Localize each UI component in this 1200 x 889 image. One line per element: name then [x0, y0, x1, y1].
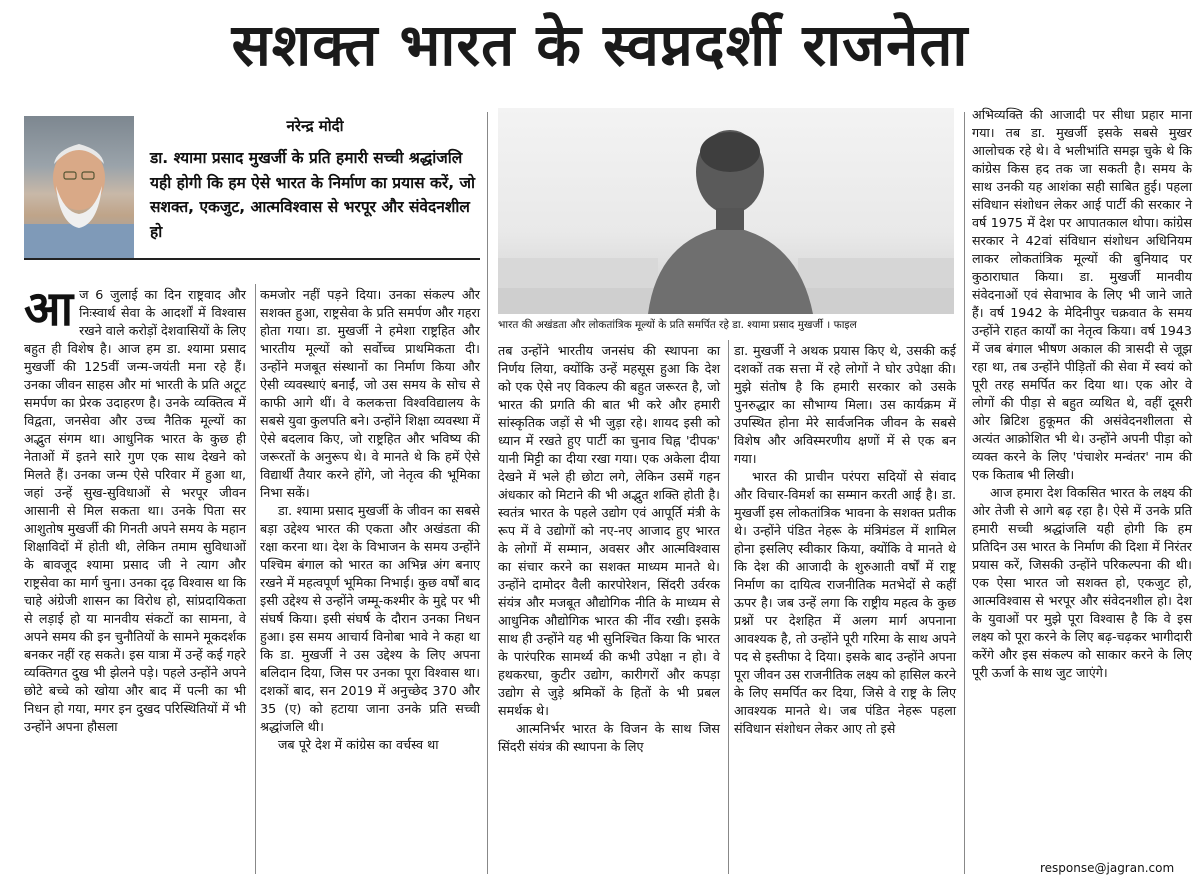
article-column-4	[734, 342, 956, 738]
article-paragraph: भारत की प्राचीन परंपरा सदियों से संवाद और विचार-विमर्श का सम्मान करती आई है। डा. मुखर्जी इस लोकतांत्रिक भावना के सशक्त प्रतीक थे। उन्होंने पंडित नेहरू के मंत्रिमंडल में शामिल होना इसलिए स्वीकार किया, क्योंकि वे मानते थे कि देश की आजादी के शुरुआती वर्षों में राष्ट्र निर्माण का दायित्व राजनीतिक मतभेदों से कहीं ऊपर है। जब उन्हें लगा कि राष्ट्रीय महत्व के कुछ प्रश्नों पर देशहित में अलग मार्ग अपनाना आवश्यक है, तो उन्होंने पूरी गरिमा के साथ अपने पद से इस्तीफा दे दिया। इसके बाद उन्होंने अपना पूरा जीवन उस राजनीतिक लक्ष्य को हासिल करने के लिए समर्पित कर दिया, जिसे वे राष्ट्र के लिए आवश्यक मानते थे। जब पंडित नेहरू पहला संविधान संशोधन लेकर आए तो इसे	[734, 469, 956, 736]
author-photo	[24, 116, 134, 258]
article-paragraph: अभिव्यक्ति की आजादी पर सीधा प्रहार माना गया। तब डा. मुखर्जी इसके सबसे मुखर आलोचक रहे थे। वे भलीभांति समझ चुके थे कि कांग्रेस किस हद तक जा सकती है। समय के साथ उनकी यह आशंका सही साबित हुई। पहला संविधान संशोधन लेकर आई पार्टी की सरकार ने वर्ष 1975 में देश पर आपातकाल थोपा। कांग्रेस सरकार ने 42वां संविधान संशोधन अधिनियम लाकर लोकतांत्रिक मूल्यों की बुनियाद पर कुठाराघात किया। डा. मुखर्जी मानवीय संवेदनाओं एवं सेवाभाव के लिए भी जाने जाते हैं। वर्ष 1942 के मेदिनीपुर चक्रवात के समय उन्होंने राहत कार्यों का नेतृत्व किया। वर्ष 1943 में जब बंगाल भीषण अकाल की त्रासदी से जूझ रहा था, तब उन्होंने पीड़ितों की सेवा में स्वयं को पूरी तरह समर्पित कर दिया था। एक ओर वे लोगों की पीड़ा से बहुत व्यथित थे, वहीं दूसरी ओर ब्रिटिश हुकूमत की असंवेदनशीलता से अत्यंत आक्रोशित भी थे। उन्होंने अपनी पीड़ा को व्यक्त करने के लिए 'पंचाशेर मन्वंतर' नाम की एक किताब भी लिखी।	[972, 107, 1192, 482]
article-paragraph: डा. श्यामा प्रसाद मुखर्जी के जीवन का सबसे बड़ा उद्देश्य भारत की एकता और अखंडता की रक्षा करना था। देश के विभाजन के समय उन्होंने पश्चिम बंगाल को भारत का अभिन्न अंग बनाए रखने में महत्वपूर्ण भूमिका निभाई। कुछ वर्षों बाद इसी उद्देश्य से उन्होंने जम्मू-कश्मीर के मुद्दे पर भी संघर्ष किया। इसी संघर्ष के दौरान उनका निधन हुआ। इस समय आचार्य विनोबा भावे ने कहा था कि डा. मुखर्जी ने उस उद्देश्य के लिए अपना बलिदान दिया, जिस पर उनका पूरा विश्वास था। दशकों बाद, सन 2019 में अनुच्छेद 370 और 35 (ए) को हटाया जाना उनके प्रति सच्ची श्रद्धांजलि थी।	[260, 503, 480, 734]
article-paragraph	[24, 281, 246, 736]
article-paragraph: कमजोर नहीं पड़ने दिया। उनका संकल्प और सशक्त हुआ, राष्ट्रसेवा के प्रति समर्पण और गहरा होता गया। डा. मुखर्जी ने हमेशा राष्ट्रहित और भारतीय मूल्यों को सर्वोच्च प्राथमिकता दी। उन्होंने मजबूत संस्थानों का निर्माण किया और ऐसी व्यवस्थाएं बनाईं, जो उस समय के सोच से काफी आगे थीं। वे कलकत्ता विश्वविद्यालय के सबसे युवा कुलपति बने। उन्होंने शिक्षा व्यवस्था में ऐसे बदलाव किए, जो राष्ट्रहित और भविष्य की जरूरतों के अनुरूप थे। वे मानते थे कि हमें ऐसे विद्यार्थी तैयार करने होंगे, जो नेतृत्व की भूमिका निभा सकें।	[260, 287, 481, 500]
article-paragraph: आत्मनिर्भर भारत के विजन के साथ जिस सिंदरी संयंत्र की स्थापना के लिए	[498, 721, 720, 754]
article-column-3	[498, 342, 720, 756]
author-name: नरेन्द्र मोदी	[286, 117, 344, 135]
column-rule-3	[728, 340, 729, 874]
column-rule-2	[487, 112, 488, 874]
article-column-5	[972, 106, 1192, 682]
deck-divider	[24, 258, 480, 260]
article-deck: डा. श्यामा प्रसाद मुखर्जी के प्रति हमारी सच्ची श्रद्धांजलि यही होगी कि हम ऐसे भारत के निर्माण का प्रयास करें, जो सशक्त, एकजुट, आत्मविश्वास से भरपूर और संवेदनशील हो	[150, 149, 476, 241]
article-paragraph: तब उन्होंने भारतीय जनसंघ की स्थापना का निर्णय लिया, क्योंकि उन्हें महसूस हुआ कि देश को एक ऐसे नए विकल्प की बहुत जरूरत है, जो भारत की प्रगति की बात भी करे और हमारी सांस्कृतिक जड़ों से भी जुड़ा रहे। शायद इसी को ध्यान में रखते हुए पार्टी का चुनाव चिह्न 'दीपक' यानी मिट्टी का दीया रखा गया। एक अकेला दीया देखने में भले ही छोटा लगे, लेकिन उसमें गहन अंधकार को मिटाने की भी अद्भुत शक्ति होती है। स्वतंत्र भारत के पहले उद्योग एवं आपूर्ति मंत्री के रूप में वे उद्योगों को नए-नए आजाद हुए भारत के लोगों में सम्मान, अवसर और आत्मविश्वास का संचार करने का सशक्त माध्यम मानते थे। उन्होंने दामोदर वैली कारपोरेशन, सिंदरी उर्वरक संयंत्र और मजबूत औद्योगिक नीति के माध्यम से आधुनिक औद्योगिक भारत की नींव रखी। इसके साथ ही उन्होंने यह भी सुनिश्चित किया कि भारत के पारंपरिक सामर्थ्य की कभी उपेक्षा न हो। वे हथकरघा, कुटीर उद्योग, कारीगरों और कपड़ा उद्योग से जुड़े श्रमिकों के हितों के भी प्रबल समर्थक थे।	[498, 343, 720, 718]
article-column-2	[260, 286, 480, 754]
photo-caption: भारत की अखंडता और लोकतांत्रिक मूल्यों के प्रति समर्पित रहे डा. श्यामा प्रसाद मुखर्जी । फाइल	[498, 319, 857, 331]
contact-email: response@jagran.com	[1040, 861, 1175, 875]
paragraph-text: ज 6 जुलाई का दिन राष्ट्रवाद और निःस्वार्थ सेवा के आदर्शों में विश्वास रखने वाले करोड़ों देशवासियों के लिए बहुत ही विशेष है। आज हम डा. श्यामा प्रसाद मुखर्जी की 125वीं जन्म-जयंती मना रहे हैं। उनका जीवन साहस और मां भारती के प्रति अटूट समर्पण का प्रेरक उदाहरण है। उनके व्यक्तित्व में विद्वता, जनसेवा और उच्च नैतिक मूल्यों का अद्भुत संगम था। आधुनिक भारत के कुछ ही नेताओं में इतने सारे गुण एक साथ देखने को मिलते हैं। उनका जन्म ऐसे परिवार में हुआ था, जहां उन्हें सुख-सुविधाओं से भरपूर जीवन आसानी से मिल सकता था। उनके पिता सर आशुतोष मुखर्जी की गिनती अपने समय के महान शिक्षाविदों में होती थी, लेकिन तमाम सुविधाओं के बावजूद श्यामा प्रसाद जी ने त्याग और राष्ट्रसेवा का मार्ग चुना। उनका दृढ़ विश्वास था कि चाहे अंग्रेजी शासन का विरोध हो, सांप्रदायिकता से लड़ाई हो या मानवीय संकटों का सामना, वे अपने समय की इन चुनौतियों के सामने मूकदर्शक बनकर नहीं रह सकते। इस यात्रा में उन्हें कई गहरे व्यक्तिगत दुख भी झेलने पड़े। पहले उन्होंने अपने छोटे बच्चे को खोया और बाद में पत्नी का भी निधन हो गया, मगर इन दुखद परिस्थितियों में भी उन्होंने अपना हौसला	[24, 287, 246, 734]
article-paragraph: जब पूरे देश में कांग्रेस का वर्चस्व था	[278, 737, 439, 752]
lead-photo	[498, 108, 954, 314]
article-paragraph: आज हमारा देश विकसित भारत के लक्ष्य की ओर तेजी से आगे बढ़ रहा है। ऐसे में उनके प्रति हमारी सच्ची श्रद्धांजलि यही होगी कि हम प्रतिदिन उस भारत के निर्माण की दिशा में निरंतर प्रयास करें, जिसकी उन्होंने परिकल्पना की थी। एक ऐसा भारत जो सशक्त हो, एकजुट हो, आत्मविश्वास से भरपूर और संवेदनशील हो। देश के युवाओं पर मुझे पूरा विश्वास है कि वे इस लक्ष्य को पूरा करने के लिए बढ़-चढ़कर भागीदारी करेंगे और इस संकल्प को साकार करने के लिए पूरी ऊर्जा के साथ जुट जाएंगे।	[972, 485, 1192, 680]
article-column-1	[24, 281, 246, 736]
column-rule-1	[255, 284, 256, 874]
headline: सशक्त भारत के स्वप्नदर्शी राजनेता	[231, 11, 969, 79]
column-rule-4	[964, 112, 965, 874]
article-paragraph: डा. मुखर्जी ने अथक प्रयास किए थे, उसकी कई दशकों तक सत्ता में रहे लोगों ने घोर उपेक्षा की। मुझे संतोष है कि हमारी सरकार को उसके पुनरुद्धार का सौभाग्य मिला। उस कार्यक्रम में उपस्थित होना मेरे सार्वजनिक जीवन के सबसे विशेष और अविस्मरणीय क्षणों में से एक बन गया।	[734, 343, 956, 466]
drop-cap: आ	[24, 281, 74, 337]
